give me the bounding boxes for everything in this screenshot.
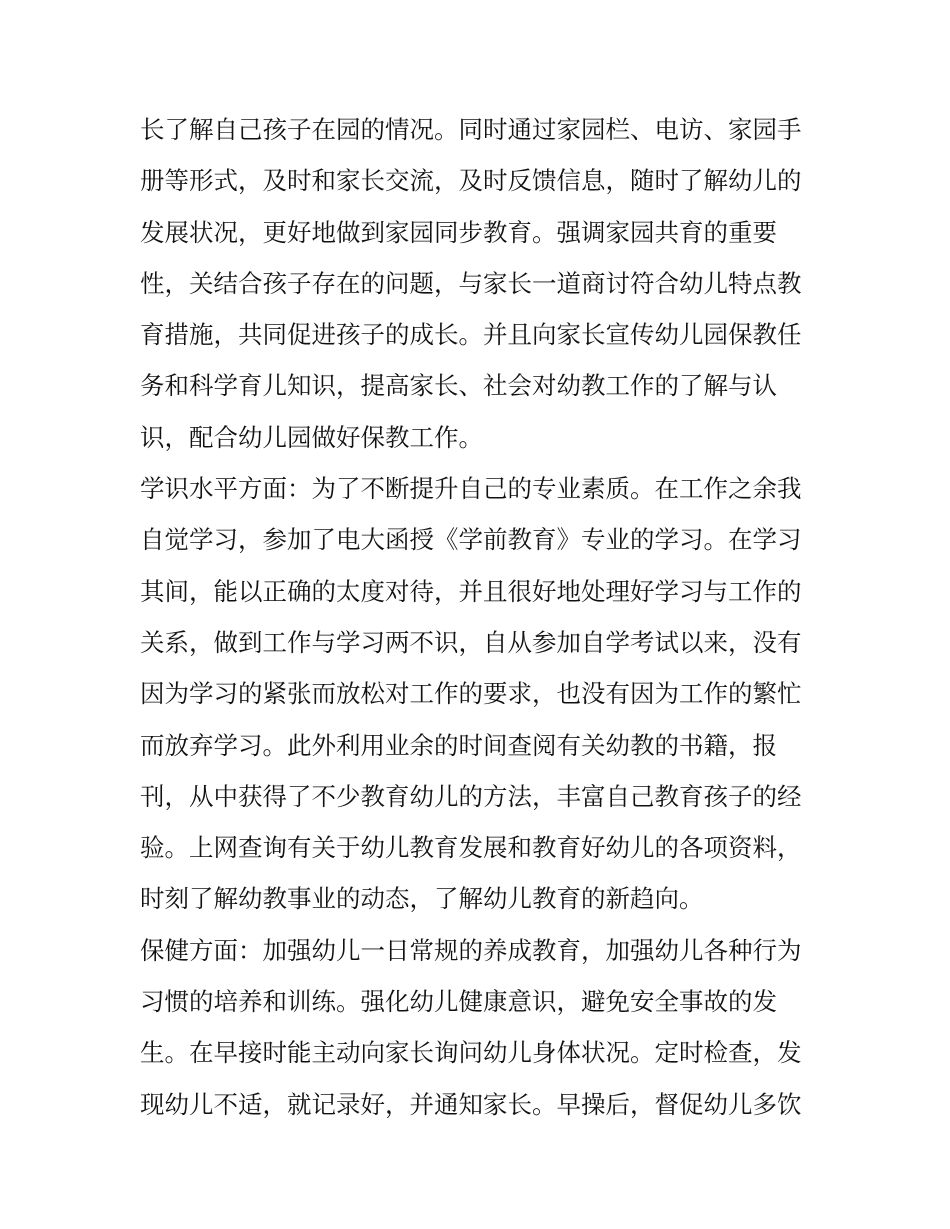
text-line: 育措施，共同促进孩子的成长。并且向家长宣传幼儿园保教任 — [140, 320, 802, 350]
text-line: 刊，从中获得了不少教育幼儿的方法，丰富自己教育孩子的经 — [140, 781, 802, 811]
text-line: 发展状况，更好地做到家园同步教育。强调家园共育的重要 — [140, 217, 777, 247]
text-line: 生。在早接时能主动向家长询问幼儿身体状况。定时检查，发 — [140, 1038, 802, 1068]
text-line: 学识水平方面：为了不断提升自己的专业素质。在工作之余我 — [140, 474, 802, 504]
paragraph-health-care — [140, 925, 820, 1130]
paragraph-home-school-contact — [140, 104, 820, 463]
text-line: 务和科学育儿知识，提高家长、社会对幼教工作的了解与认 — [140, 371, 777, 401]
document-body — [140, 104, 820, 1130]
text-line: 册等形式，及时和家长交流，及时反馈信息，随时了解幼儿的 — [140, 166, 802, 196]
text-line: 识，配合幼儿园做好保教工作。 — [140, 422, 483, 452]
text-line: 现幼儿不适，就记录好，并通知家长。早操后，督促幼儿多饮 — [140, 1089, 802, 1119]
text-line: 而放弃学习。此外利用业余的时间查阅有关幼教的书籍，报 — [140, 730, 777, 760]
text-line: 关系，做到工作与学习两不识，自从参加自学考试以来，没有 — [140, 627, 802, 657]
text-line: 长了解自己孩子在园的情况。同时通过家园栏、电访、家园手 — [140, 115, 802, 144]
paragraph-knowledge-level — [140, 463, 820, 925]
text-line: 时刻了解幼教事业的动态，了解幼儿教育的新趋向。 — [140, 884, 704, 914]
text-line: 习惯的培养和训练。强化幼儿健康意识，避免安全事故的发 — [140, 987, 777, 1017]
text-line: 其间，能以正确的太度对待，并且很好地处理好学习与工作的 — [140, 576, 802, 606]
text-line: 自觉学习，参加了电大函授《学前教育》专业的学习。在学习 — [140, 525, 802, 555]
text-line: 保健方面：加强幼儿一日常规的养成教育，加强幼儿各种行为 — [140, 935, 802, 965]
text-line: 性，关结合孩子存在的问题，与家长一道商讨符合幼儿特点教 — [140, 268, 802, 298]
text-line: 因为学习的紧张而放松对工作的要求，也没有因为工作的繁忙 — [140, 679, 802, 709]
text-line: 验。上网查询有关于幼儿教育发展和教育好幼儿的各项资料， — [140, 833, 802, 863]
